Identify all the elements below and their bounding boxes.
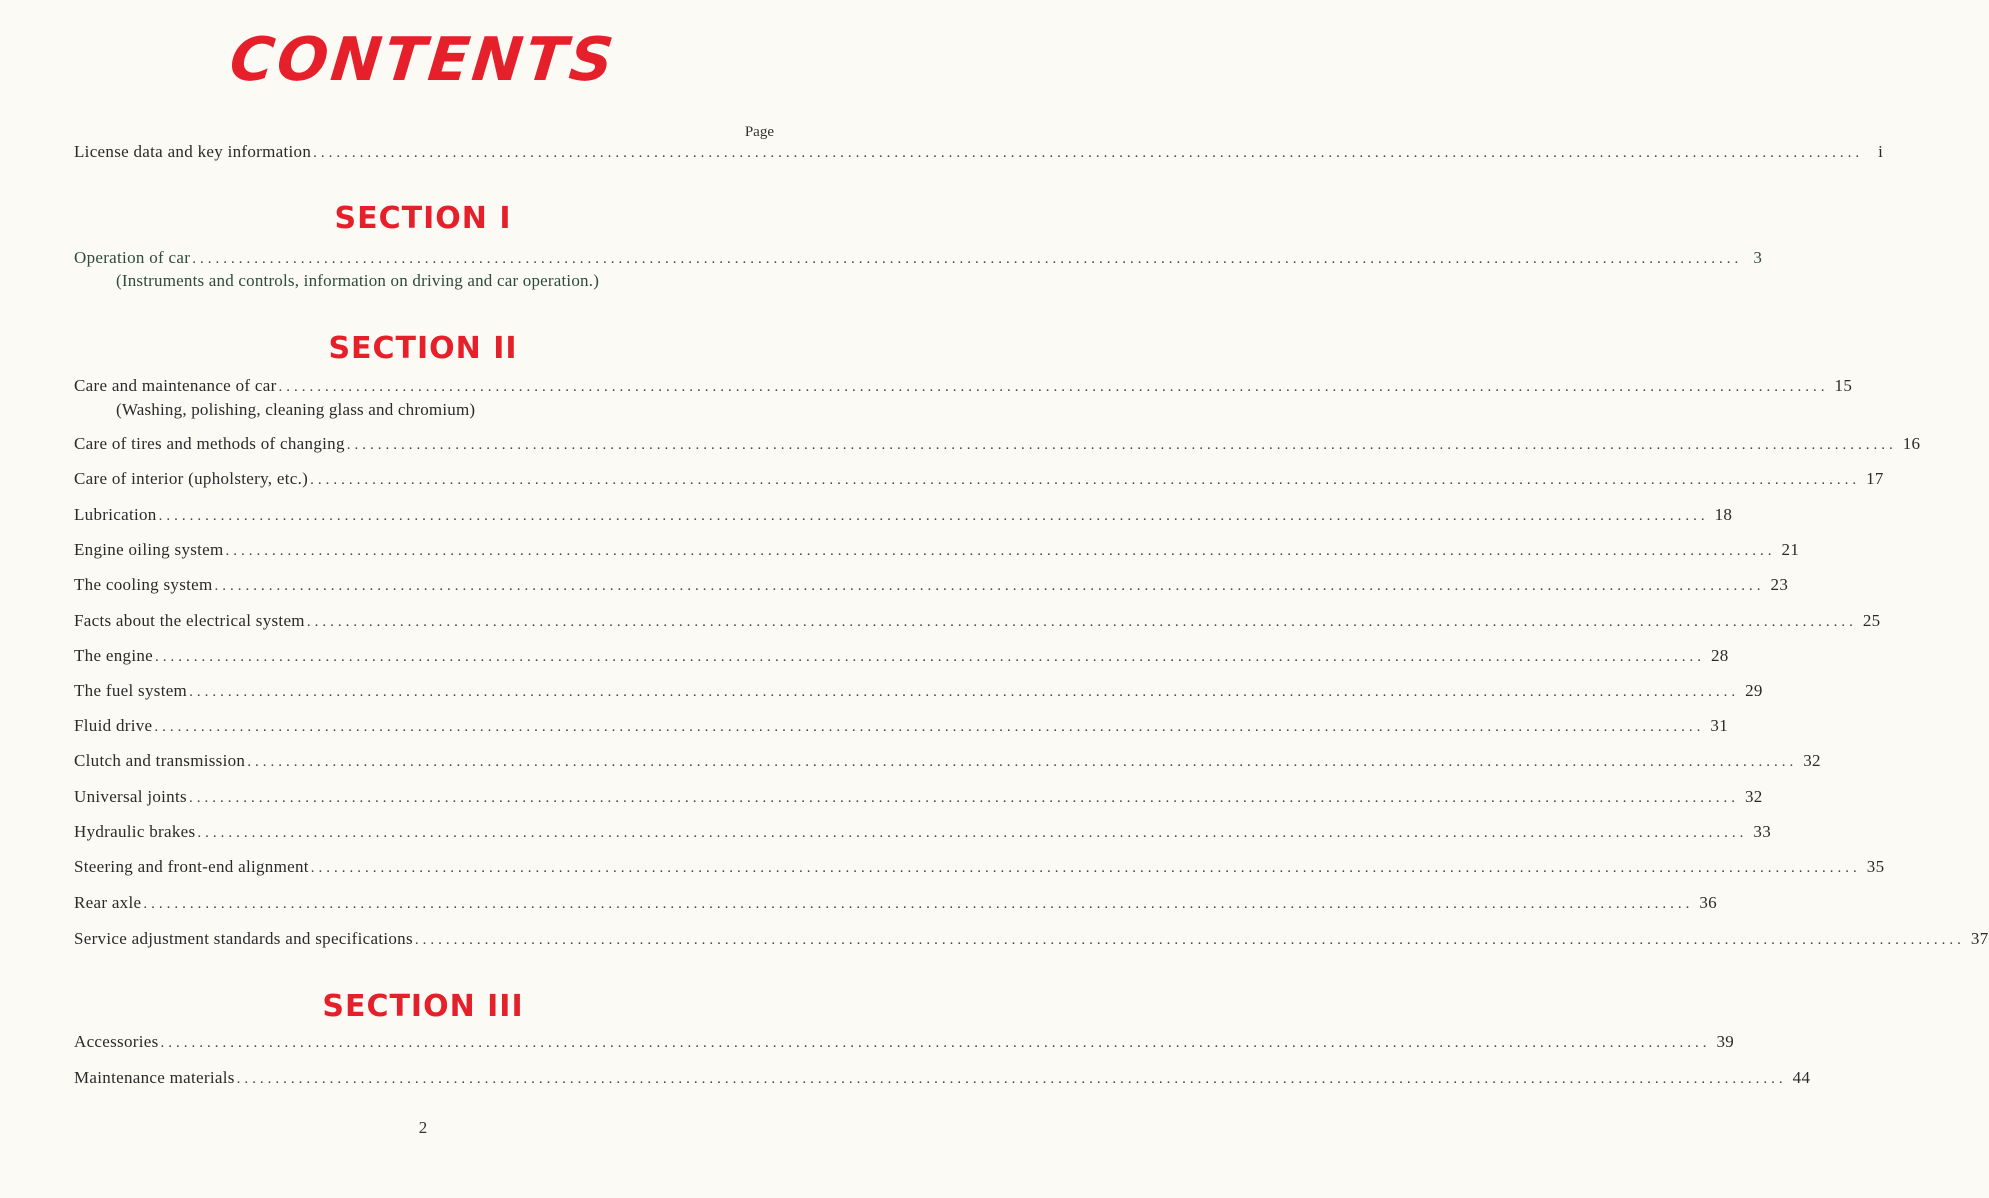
leader-dots: ........................................................................................................................................................................................................	[214, 578, 1765, 594]
toc-entry-label: License data and key information	[74, 142, 312, 161]
toc-entry-page: 21	[1781, 540, 1800, 559]
section-heading-3: SECTION III	[322, 989, 524, 1024]
toc-entry-label: Steering and front-end alignment	[74, 857, 309, 876]
leader-dots: ........................................................................................................................................................................................................	[247, 754, 1798, 770]
toc-entry-page: 32	[1803, 751, 1821, 770]
toc-entry-page: 32	[1744, 787, 1763, 806]
page-column-label: Page	[744, 124, 774, 140]
toc-entry-label: Operation of car	[74, 248, 191, 267]
toc-entry[interactable]	[74, 540, 1800, 562]
toc-entry[interactable]	[74, 469, 1884, 491]
toc-entry-label: Clutch and transmission	[74, 751, 246, 770]
leader-dots: ........................................................................................................................................................................................................	[189, 684, 1740, 700]
toc-entry[interactable]	[74, 893, 1717, 915]
toc-entry-label: Care and maintenance of car	[74, 376, 277, 395]
leader-dots: ........................................................................................................................................................................................................	[158, 508, 1709, 524]
leader-dots: ........................................................................................................................................................................................................	[143, 896, 1694, 912]
toc-entry-label: Lubrication	[74, 505, 157, 524]
leader-dots: ........................................................................................................................................................................................................	[310, 472, 1861, 488]
page-title: CONTENTS	[226, 25, 620, 95]
toc-entry-label: Rear axle	[74, 893, 142, 912]
toc-entry-page: 3	[1753, 248, 1763, 267]
toc-entry-label: Service adjustment standards and specifications	[74, 929, 413, 948]
toc-entry[interactable]	[74, 787, 1763, 809]
toc-entry[interactable]	[74, 434, 1921, 456]
toc-entry-page: 18	[1714, 505, 1733, 524]
toc-entry-page: 16	[1902, 434, 1921, 453]
leader-dots: ........................................................................................................................................................................................................	[155, 649, 1705, 665]
toc-entry[interactable]	[74, 611, 1881, 633]
toc-entry-label: Hydraulic brakes	[74, 822, 196, 841]
toc-entry-label: Care of interior (upholstery, etc.)	[74, 469, 309, 488]
toc-entry-page: 37	[1970, 929, 1989, 948]
toc-entry[interactable]	[74, 376, 1853, 398]
toc-entry-page: 33	[1753, 822, 1772, 841]
toc-entry-label: The cooling system	[74, 575, 213, 594]
toc-entry[interactable]	[74, 646, 1729, 668]
toc-entry[interactable]	[74, 681, 1763, 703]
toc-entry-page: 15	[1834, 376, 1853, 395]
toc-entry-page: 23	[1770, 575, 1789, 594]
toc-entry[interactable]	[74, 1068, 1811, 1090]
leader-dots: ........................................................................................................................................................................................................	[310, 860, 1861, 876]
leader-dots: ........................................................................................................................................................................................................	[306, 614, 1857, 630]
toc-entry-page: 35	[1866, 857, 1885, 876]
leader-dots: ........................................................................................................................................................................................................	[414, 932, 1965, 948]
leader-dots: ........................................................................................................................................................................................................	[346, 437, 1897, 453]
toc-entry-label: Fluid drive	[74, 716, 153, 735]
toc-entry-label: Universal joints	[74, 787, 187, 806]
leader-dots: ........................................................................................................................................................................................................	[197, 825, 1748, 841]
toc-entry-page: 36	[1699, 893, 1717, 912]
toc-entry-page: 17	[1866, 469, 1884, 488]
toc-entry-page: 29	[1745, 681, 1763, 700]
toc-entry[interactable]	[74, 751, 1821, 773]
toc-entry[interactable]	[74, 716, 1728, 738]
toc-entry-page: 25	[1862, 611, 1881, 630]
toc-entry-label: Facts about the electrical system	[74, 611, 305, 630]
toc-entry-page: 28	[1711, 646, 1729, 665]
leader-dots: ........................................................................................................................................................................................................	[192, 251, 1743, 267]
toc-entry-label: Accessories	[74, 1032, 159, 1051]
leader-dots: ........................................................................................................................................................................................................	[154, 719, 1705, 735]
leader-dots: ........................................................................................................................................................................................................	[188, 790, 1739, 806]
section-heading-2: SECTION II	[328, 331, 518, 366]
toc-entry-note: (Instruments and controls, information on driving and car operation.)	[116, 271, 600, 290]
toc-entry-page: 31	[1710, 716, 1728, 735]
toc-entry-page: i	[1878, 142, 1884, 161]
toc-entry[interactable]	[74, 248, 1763, 270]
toc-entry-label: Care of tires and methods of changing	[74, 434, 345, 453]
toc-entry-label: Engine oiling system	[74, 540, 224, 559]
leader-dots: ........................................................................................................................................................................................................	[160, 1035, 1711, 1051]
leader-dots: ........................................................................................................................................................................................................	[278, 379, 1829, 395]
page-number: 2	[418, 1118, 428, 1137]
toc-entry[interactable]	[74, 1032, 1735, 1054]
toc-entry[interactable]	[74, 505, 1733, 527]
section-heading-1: SECTION I	[334, 201, 512, 236]
toc-entry[interactable]	[74, 857, 1885, 879]
leader-dots: ........................................................................................................................................................................................................	[236, 1071, 1787, 1087]
toc-entry-license[interactable]	[74, 142, 1884, 164]
toc-entry-note: (Washing, polishing, cleaning glass and chromium)	[116, 400, 476, 419]
toc-entry-page: 39	[1716, 1032, 1735, 1051]
leader-dots: ........................................................................................................................................................................................................	[313, 145, 1864, 161]
toc-entry-label: The fuel system	[74, 681, 188, 700]
toc-entry[interactable]	[74, 929, 1989, 951]
toc-entry-label: Maintenance materials	[74, 1068, 235, 1087]
toc-entry[interactable]	[74, 822, 1772, 844]
toc-entry[interactable]	[74, 575, 1789, 597]
toc-entry-label: The engine	[74, 646, 153, 665]
leader-dots: ........................................................................................................................................................................................................	[225, 543, 1776, 559]
toc-entry-page: 44	[1792, 1068, 1811, 1087]
